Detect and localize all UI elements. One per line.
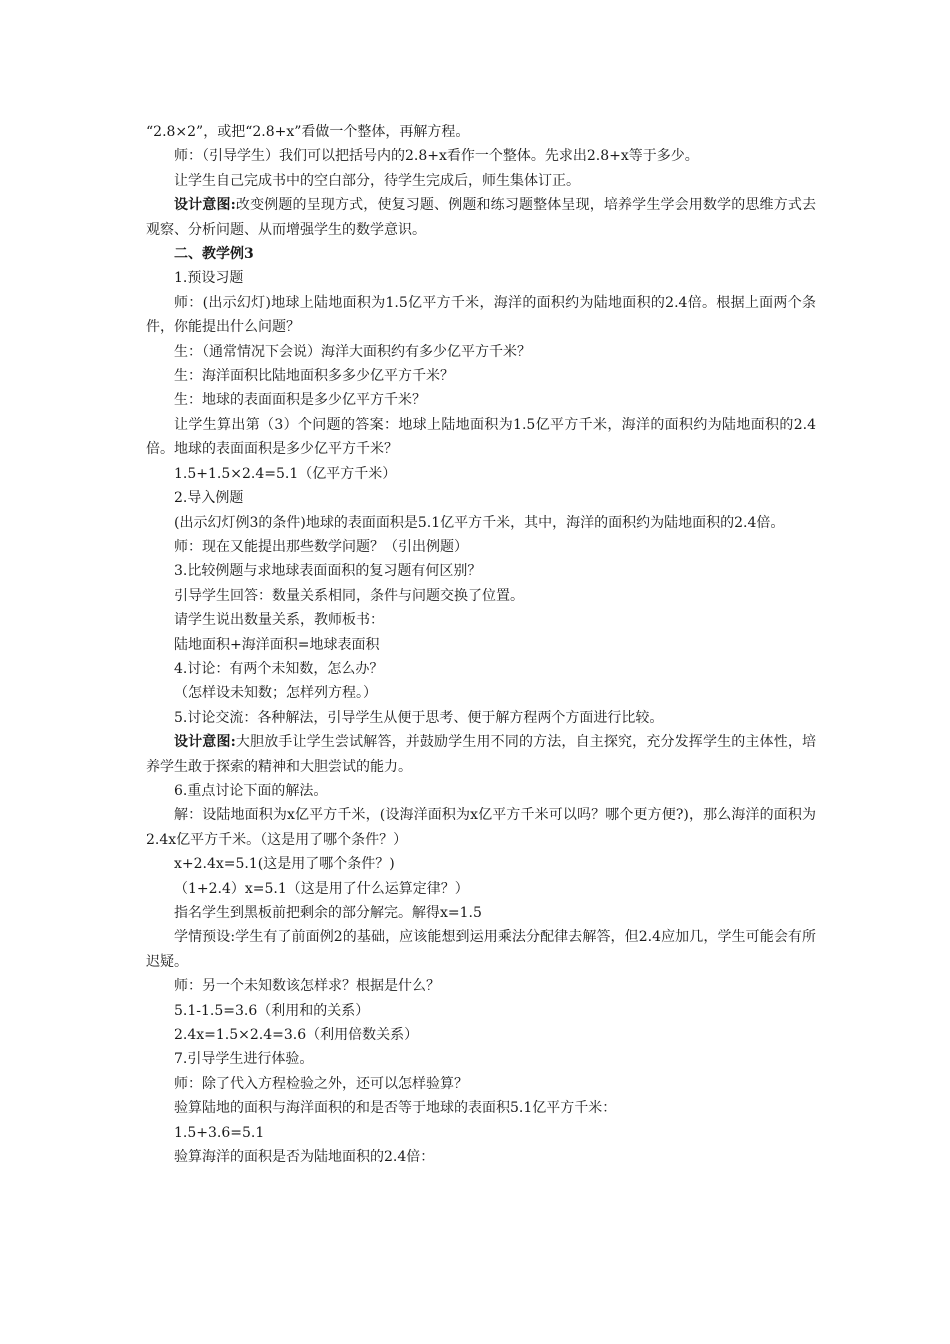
paragraph: 验算陆地的面积与海洋面积的和是否等于地球的表面积5.1亿平方千米： <box>174 1100 617 1117</box>
paragraph: 3.比较例题与求地球表面面积的复习题有何区别？ <box>174 563 482 580</box>
paragraph: “2.8×2”，或把“2.8+x”看做一个整体，再解方程。 <box>146 124 470 140</box>
paragraph: 2.4x=1.5×2.4=3.6（利用倍数关系） <box>174 1027 419 1044</box>
paragraph: 验算海洋的面积是否为陆地面积的2.4倍： <box>174 1149 435 1166</box>
paragraph: 指名学生到黑板前把剩余的部分解完。解得x=1.5 <box>174 905 482 921</box>
paragraph: 让学生自己完成书中的空白部分，待学生完成后，师生集体订正。 <box>174 172 580 189</box>
paragraph: 师：（引导学生）我们可以把括号内的2.8+x看作一个整体。先求出2.8+x等于多少。 <box>174 148 699 165</box>
paragraph: 师：除了代入方程检验之外，还可以怎样验算？ <box>174 1075 468 1092</box>
design-intent-paragraph: 设计意图:改变例题的呈现方式，使复习题、例题和练习题整体呈现，培养学生学会用数学的思维方式去观察、分析问题、从而增强学生的数学意识。 <box>146 197 816 238</box>
paragraph: 师：(出示幻灯)地球上陆地面积为1.5亿平方千米，海洋的面积约为陆地面积的2.4倍。根据上面两个条件，你能提出什么问题？ <box>146 294 816 336</box>
paragraph: 1.5+1.5×2.4=5.1（亿平方千米） <box>174 465 397 482</box>
design-intent-paragraph: 设计意图:大胆放手让学生尝试解答，并鼓励学生用不同的方法，自主探究，充分发挥学生的主体性，培养学生敢于探索的精神和大胆尝试的能力。 <box>146 734 816 775</box>
paragraph: 6.重点讨论下面的解法。 <box>174 782 328 799</box>
paragraph: 5.讨论交流：各种解法，引导学生从便于思考、便于解方程两个方面进行比较。 <box>174 709 664 726</box>
paragraph: 解：设陆地面积为x亿平方千米，(设海洋面积为x亿平方千米可以吗？哪个更方便?)，那么海洋的面积为2.4x亿平方千米。（这是用了哪个条件？） <box>146 807 816 848</box>
design-intent-label: 设计意图: <box>174 197 236 214</box>
paragraph: 生：（通常情况下会说）海洋大面积约有多少亿平方千米？ <box>174 343 531 360</box>
paragraph: (出示幻灯例3的条件)地球的表面面积是5.1亿平方千米，其中，海洋的面积约为陆地面积的2.4倍。 <box>174 514 785 531</box>
paragraph: 2.导入例题 <box>174 490 244 507</box>
paragraph: x+2.4x=5.1(这是用了哪个条件？) <box>174 856 395 873</box>
paragraph: 1.5+3.6=5.1 <box>174 1124 265 1141</box>
paragraph: 生：地球的表面面积是多少亿平方千米？ <box>174 392 426 409</box>
paragraph: 师：现在又能提出那些数学问题？（引出例题） <box>174 538 468 555</box>
paragraph: 生：海洋面积比陆地面积多多少亿平方千米？ <box>174 368 454 385</box>
paragraph: 1.预设习题 <box>174 270 244 287</box>
paragraph: 请学生说出数量关系，教师板书： <box>174 612 384 629</box>
paragraph: （1+2.4）x=5.1（这是用了什么运算定律？） <box>174 880 469 897</box>
design-intent-label: 设计意图: <box>174 734 236 751</box>
paragraph: 4.讨论：有两个未知数，怎么办？ <box>174 660 384 677</box>
paragraph: 学情预设:学生有了前面例2的基础，应该能想到运用乘法分配律去解答，但2.4应加几，学生可能会有所迟疑。 <box>146 929 816 970</box>
document-body <box>146 120 816 1169</box>
paragraph: 7.引导学生进行体验。 <box>174 1051 314 1068</box>
paragraph: 陆地面积+海洋面积=地球表面积 <box>174 636 380 653</box>
paragraph: 引导学生回答：数量关系相同，条件与问题交换了位置。 <box>174 587 524 604</box>
section-heading: 二、教学例3 <box>174 246 254 263</box>
paragraph: （怎样设未知数；怎样列方程。） <box>174 685 377 702</box>
paragraph: 师：另一个未知数该怎样求？根据是什么？ <box>174 978 440 995</box>
paragraph: 让学生算出第（3）个问题的答案：地球上陆地面积为1.5亿平方千米，海洋的面积约为陆地面积的2.4倍。地球的表面面积是多少亿平方千米？ <box>146 416 816 458</box>
paragraph: 5.1-1.5=3.6（利用和的关系） <box>174 1002 370 1019</box>
